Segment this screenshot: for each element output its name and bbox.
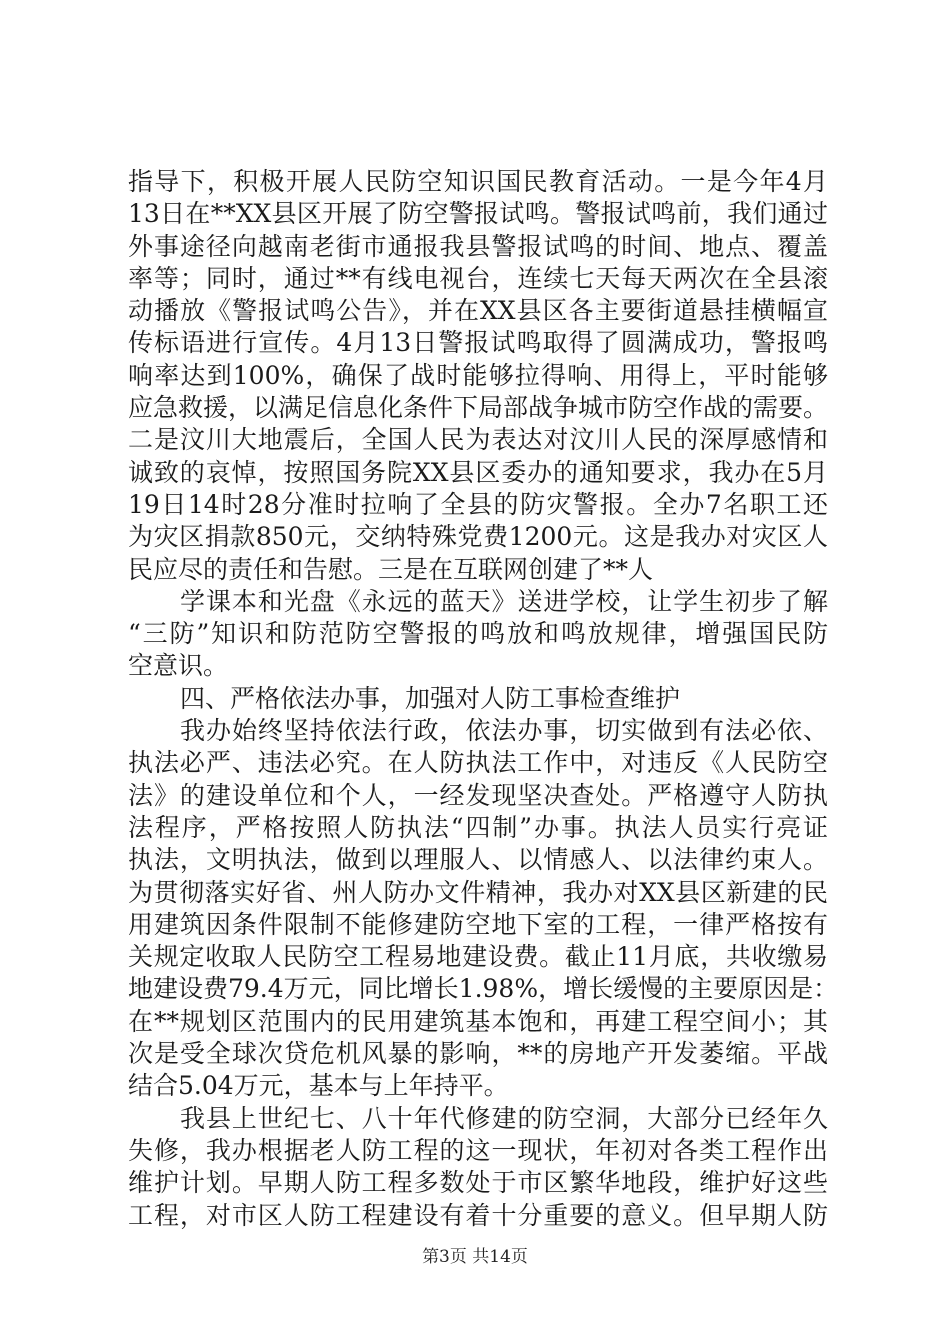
text-line: 外事途径向越南老街市通报我县警报试鸣的时间、地点、覆盖 bbox=[128, 231, 828, 261]
text-line: 法》的建设单位和个人，一经发现坚决查处。严格遵守人防执 bbox=[128, 780, 828, 810]
text-line: 诚致的哀悼，按照国务院XX县区委办的通知要求，我办在5月 bbox=[128, 457, 828, 487]
text-line: 动播放《警报试鸣公告》，并在XX县区各主要街道悬挂横幅宣 bbox=[128, 296, 828, 326]
text-line: 工程，对市区人防工程建设有着十分重要的意义。但早期人防 bbox=[128, 1200, 828, 1230]
text-line: 执法必严、违法必究。在人防执法工作中，对违反《人民防空 bbox=[128, 748, 828, 778]
text-line: 我办始终坚持依法行政，依法办事，切实做到有法必依、 bbox=[180, 716, 828, 746]
text-line: 次是受全球次贷危机风暴的影响，**的房地产开发萎缩。平战 bbox=[128, 1039, 828, 1069]
text-line: “三防”知识和防范防空警报的鸣放和鸣放规律，增强国民防 bbox=[128, 619, 828, 649]
text-line: 率等；同时，通过**有线电视台，连续七天每天两次在全县滚 bbox=[128, 263, 828, 293]
text-line: 法程序，严格按照人防执法“四制”办事。执法人员实行亮证 bbox=[128, 812, 828, 842]
text-line: 我县上世纪七、八十年代修建的防空洞，大部分已经年久 bbox=[180, 1103, 828, 1133]
text-line: 13日在**XX县区开展了防空警报试鸣。警报试鸣前，我们通过 bbox=[128, 199, 828, 229]
text-line: 指导下，积极开展人民防空知识国民教育活动。一是今年4月 bbox=[128, 167, 828, 196]
page-number: 第3页 共14页 bbox=[422, 1247, 528, 1267]
text-line: 为贯彻落实好省、州人防办文件精神，我办对XX县区新建的民 bbox=[128, 877, 828, 907]
text-line: 结合5.04万元，基本与上年持平。 bbox=[128, 1071, 509, 1101]
body-text bbox=[128, 166, 839, 1232]
text-line: 传标语进行宣传。4月13日警报试鸣取得了圆满成功，警报鸣 bbox=[128, 328, 828, 358]
text-line: 19日14时28分准时拉响了全县的防灾警报。全办7名职工还 bbox=[128, 489, 828, 519]
text-line: 为灾区捐款850元，交纳特殊党费1200元。这是我办对灾区人 bbox=[128, 522, 828, 552]
text-line: 民应尽的责任和告慰。三是在互联网创建了**人 bbox=[128, 554, 654, 584]
text-line: 关规定收取人民防空工程易地建设费。截止11月底，共收缴易 bbox=[128, 942, 828, 972]
text-line: 响率达到100%，确保了战时能够拉得响、用得上，平时能够 bbox=[128, 360, 828, 390]
text-line: 用建筑因条件限制不能修建防空地下室的工程，一律严格按有 bbox=[128, 909, 828, 939]
text-line: 失修，我办根据老人防工程的这一现状，年初对各类工程作出 bbox=[128, 1135, 828, 1165]
text-line: 二是汶川大地震后，全国人民为表达对汶川人民的深厚感情和 bbox=[128, 425, 828, 455]
text-line: 维护计划。早期人防工程多数处于市区繁华地段，维护好这些 bbox=[128, 1168, 828, 1198]
section-heading: 四、严格依法办事，加强对人防工事检查维护 bbox=[180, 683, 681, 713]
text-line: 学课本和光盘《永远的蓝天》送进学校，让学生初步了解 bbox=[180, 586, 828, 616]
text-line: 应急救援，以满足信息化条件下局部战争城市防空作战的需要。 bbox=[128, 393, 829, 423]
text-line: 执法，文明执法，做到以理服人、以情感人、以法律约束人。 bbox=[128, 845, 828, 875]
text-line: 地建设费79.4万元，同比增长1.98%，增长缓慢的主要原因是： bbox=[128, 974, 839, 1004]
text-line: 空意识。 bbox=[128, 651, 229, 681]
text-line: 在**规划区范围内的民用建筑基本饱和，再建工程空间小；其 bbox=[128, 1006, 828, 1036]
